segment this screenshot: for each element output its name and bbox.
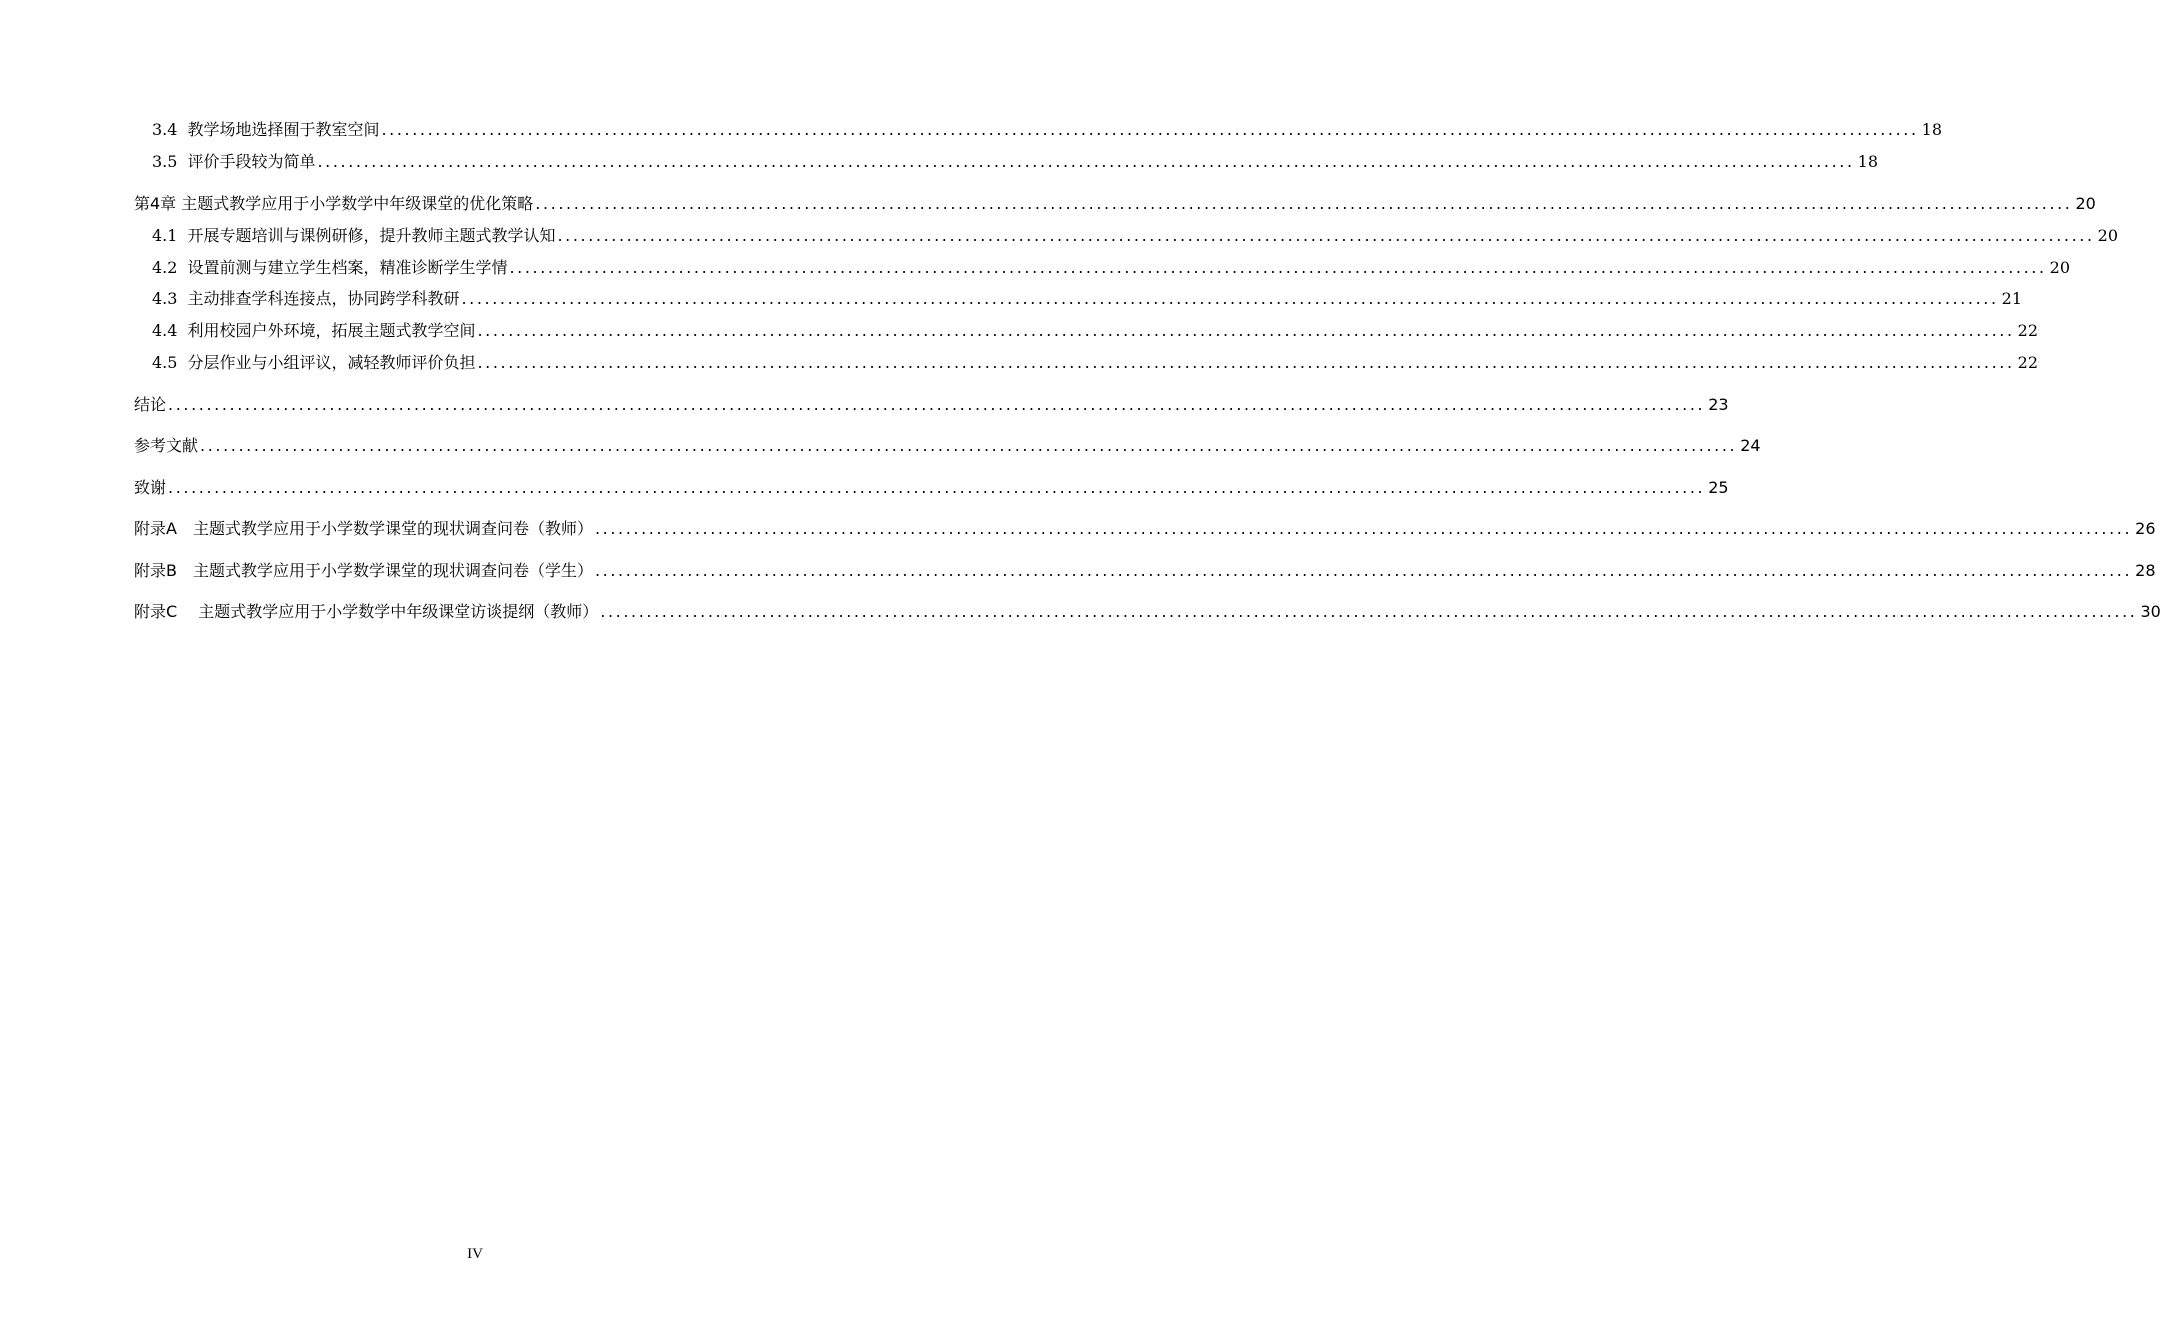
toc-page-number: 20 — [2049, 258, 2071, 277]
toc-entry-number: 3.4 — [152, 120, 178, 139]
toc-page-number: 25 — [1708, 478, 1729, 497]
toc-entry-title: 参考文献 — [134, 436, 199, 455]
toc-leader-dots: ........................................................................................................................................................................................................ — [600, 602, 2138, 621]
toc-leader-dots: ........................................................................................................................................................................................................ — [477, 321, 2015, 340]
toc-entry-title: 3.5 评价手段较为简单 — [152, 152, 316, 171]
toc-entry-title: 附录B 主题式教学应用于小学数学课堂的现状调查问卷（学生） — [134, 561, 593, 580]
toc-entry-title: 4.3 主动排查学科连接点，协同跨学科教研 — [152, 289, 460, 308]
toc-entry-3-4[interactable] — [152, 119, 1943, 141]
toc-entry-number: 4.5 — [152, 353, 178, 372]
toc-entry-appendix-c[interactable] — [134, 601, 2161, 623]
toc-leader-dots: ........................................................................................................................................................................................................ — [594, 561, 2133, 580]
toc-entry-4-4[interactable] — [152, 320, 2039, 342]
toc-page-number: 21 — [2001, 289, 2023, 308]
toc-entry-title: 致谢 — [134, 478, 167, 497]
toc-entry-number: 4.1 — [152, 226, 178, 245]
toc-entry-number: 4.4 — [152, 321, 178, 340]
toc-entry-3-5[interactable] — [152, 151, 1879, 173]
page-number: IV — [467, 1246, 483, 1262]
toc-entry-references[interactable] — [134, 435, 1761, 457]
toc-entry-conclusion[interactable] — [134, 394, 1729, 416]
toc-page-number: 28 — [2135, 561, 2156, 580]
toc-leader-dots: ........................................................................................................................................................................................................ — [557, 226, 2095, 245]
toc-page-number: 24 — [1740, 436, 1761, 455]
toc-leader-dots: ........................................................................................................................................................................................................ — [535, 194, 2073, 213]
toc-leader-dots: ........................................................................................................................................................................................................ — [168, 478, 1706, 497]
toc-entry-appendix-b[interactable] — [134, 560, 2156, 582]
toc-leader-dots: ........................................................................................................................................................................................................ — [168, 395, 1706, 414]
toc-entry-title: 结论 — [134, 395, 167, 414]
toc-leader-dots: ........................................................................................................................................................................................................ — [200, 436, 1738, 455]
toc-entry-acknowledgements[interactable] — [134, 477, 1729, 499]
toc-leader-dots: ........................................................................................................................................................................................................ — [509, 258, 2047, 277]
toc-entry-4-1[interactable] — [152, 225, 2119, 247]
toc-page-number: 22 — [2017, 321, 2039, 340]
toc-page-number: 22 — [2017, 353, 2039, 372]
toc-leader-dots: ........................................................................................................................................................................................................ — [317, 152, 1855, 171]
toc-entry-title: 4.4 利用校园户外环境，拓展主题式教学空间 — [152, 321, 476, 340]
toc-entry-4-2[interactable] — [152, 257, 2071, 279]
toc-leader-dots: ........................................................................................................................................................................................................ — [461, 289, 1999, 308]
toc-page-number: 18 — [1921, 120, 1943, 139]
toc-leader-dots: ........................................................................................................................................................................................................ — [594, 519, 2133, 538]
toc-entry-title: 3.4 教学场地选择囿于教室空间 — [152, 120, 380, 139]
toc-entry-title: 附录A 主题式教学应用于小学数学课堂的现状调查问卷（教师） — [134, 519, 593, 538]
toc-entry-4-3[interactable] — [152, 288, 2023, 310]
toc-entry-title: 第4章 主题式教学应用于小学数学中年级课堂的优化策略 — [134, 194, 534, 213]
toc-entry-number: 3.5 — [152, 152, 178, 171]
toc-entry-number: 4.2 — [152, 258, 178, 277]
toc-entry-4-5[interactable] — [152, 352, 2039, 374]
toc-entry-number: 4.3 — [152, 289, 178, 308]
toc-entry-title: 附录C 主题式教学应用于小学数学中年级课堂访谈提纲（教师） — [134, 602, 599, 621]
toc-page-number: 23 — [1708, 395, 1729, 414]
toc-page-number: 30 — [2140, 602, 2161, 621]
toc-entry-title: 4.5 分层作业与小组评议，减轻教师评价负担 — [152, 353, 476, 372]
toc-leader-dots: ........................................................................................................................................................................................................ — [381, 120, 1919, 139]
toc-page-number: 18 — [1857, 152, 1879, 171]
toc-entry-appendix-a[interactable] — [134, 518, 2156, 540]
toc-page-number: 20 — [2097, 226, 2119, 245]
toc-entry-chapter-4[interactable] — [134, 193, 2096, 215]
toc-entry-title: 4.2 设置前测与建立学生档案，精准诊断学生学情 — [152, 258, 508, 277]
toc-page-number: 26 — [2135, 519, 2156, 538]
toc-entry-title: 4.1 开展专题培训与课例研修，提升教师主题式教学认知 — [152, 226, 556, 245]
toc-leader-dots: ........................................................................................................................................................................................................ — [477, 353, 2015, 372]
toc-page-number: 20 — [2075, 194, 2096, 213]
